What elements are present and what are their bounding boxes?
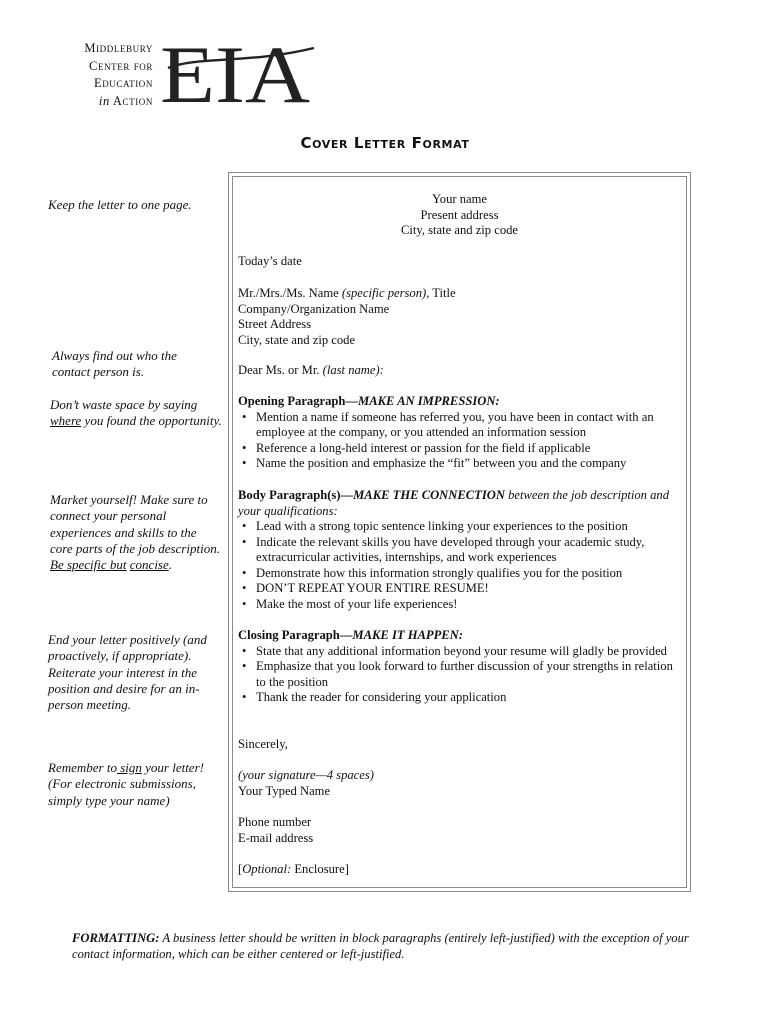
body-bullet-text: Indicate the relevant skills you have developed through your academic study, extracurricular activities, internships, and work experiences: [256, 534, 645, 564]
bullet-icon: •: [242, 581, 247, 595]
closing-sincerely: Sincerely,: [238, 737, 288, 751]
note-contact-person: Always find out who the contact person is.: [52, 348, 177, 380]
recipient-block: [238, 286, 683, 348]
salutation: [238, 363, 683, 379]
body-bullet-text: Lead with a strong topic sentence linking your experiences to the position: [256, 519, 628, 533]
salutation-italic: (last name):: [322, 363, 384, 377]
formatting-label: FORMATTING:: [72, 931, 160, 945]
eia-logo-text: EIA: [160, 34, 310, 110]
enclosure-optional: Optional:: [242, 862, 292, 876]
list-item: [238, 581, 683, 597]
formatting-note: [72, 930, 712, 962]
recipient-specific: (specific person): [341, 286, 427, 300]
list-item: [238, 456, 683, 472]
note-one-page: Keep the letter to one page.: [48, 197, 192, 212]
body-bullet-text: DON’T REPEAT YOUR ENTIRE RESUME!: [256, 581, 489, 595]
eia-logo: [158, 34, 318, 110]
opening-bullet-text: Reference a long-held interest or passion for the field if applicable: [256, 440, 591, 455]
opening-bullet-text: Name the position and emphasize the “fit” between you and the company: [256, 456, 627, 470]
org-line-4-rest: Action: [112, 93, 153, 108]
typed-name: Your Typed Name: [238, 783, 331, 798]
org-line-4-italic: in: [98, 93, 110, 108]
note-sign-text-3: (For electronic submissions, simply type your name): [48, 776, 196, 808]
opening-bullets: [238, 410, 683, 472]
note-sign-text-2: your letter!: [141, 760, 204, 775]
sender-block: [232, 192, 687, 239]
signature-block: [238, 768, 683, 799]
formatting-text: A business letter should be written in block paragraphs (entirely left-justified) with the exception of your contact information, which can be either centered or left-justified.: [72, 931, 689, 961]
list-item: [238, 566, 683, 582]
list-item: [238, 519, 683, 535]
bullet-icon: •: [242, 534, 247, 549]
opening-paragraph: [238, 394, 683, 472]
body-heading-italic: between the job description and your qualifications:: [238, 488, 670, 518]
page-title: Cover Letter Format: [300, 134, 470, 152]
list-item: [238, 597, 683, 613]
opening-heading: [238, 394, 683, 410]
recipient-prefix: Mr./Mrs./Ms. Name: [238, 286, 339, 300]
recipient-city: City, state and zip code: [238, 332, 356, 347]
note-market-underline-2: concise: [129, 557, 169, 573]
bullet-icon: •: [242, 456, 247, 470]
body-heading: [238, 488, 683, 519]
note-sign-underline: sign: [116, 760, 142, 775]
phone-number: Phone number: [238, 815, 312, 829]
bullet-icon: •: [242, 519, 247, 533]
note-market-text: Market yourself! Make sure to connect your personal experiences and skills to the core parts of the job description.: [50, 492, 220, 556]
note-market-end: .: [168, 557, 173, 573]
org-name: [40, 40, 153, 110]
closing-bullets: [238, 644, 683, 706]
note-dont-waste-space: [50, 397, 222, 430]
recipient-name: [238, 286, 683, 302]
opening-heading-italic: MAKE AN IMPRESSION:: [358, 394, 500, 408]
bullet-icon: •: [242, 565, 247, 580]
closing-bullet-text: Emphasize that you look forward to further discussion of your strengths in relation to the position: [256, 659, 673, 689]
closing-heading-italic: MAKE IT HAPPEN:: [352, 628, 463, 642]
letter-date: Today’s date: [238, 254, 302, 268]
bullet-icon: •: [242, 596, 247, 611]
list-item: [238, 441, 683, 457]
body-bullet-text: Demonstrate how this information strongly qualifies you for the position: [256, 565, 623, 580]
contact-block: [238, 815, 683, 846]
note-waste-text-1: Don’t waste space by saying: [50, 397, 198, 412]
list-item: [238, 535, 683, 566]
closing-heading: [238, 628, 683, 644]
body-paragraph: [238, 488, 683, 612]
org-line-3: Education: [93, 76, 153, 90]
body-bullets: [238, 519, 683, 612]
org-line-1: Middlebury: [84, 41, 153, 55]
bullet-icon: •: [242, 690, 247, 704]
body-bullet-text: Make the most of your life experiences!: [256, 596, 458, 611]
note-waste-underline: where: [50, 413, 82, 429]
note-market-yourself: [50, 492, 222, 573]
bullet-icon: •: [242, 643, 247, 658]
org-line-4: [40, 93, 153, 111]
salutation-prefix: Dear Ms. or Mr.: [238, 363, 320, 377]
enclosure-bracket: [: [238, 862, 243, 876]
bullet-icon: •: [242, 440, 247, 455]
bullet-icon: •: [242, 409, 247, 424]
note-end-positively: End your letter positively (and proactively, if appropriate). Reiterate your interest in the position and desire for an in-person meeting.: [48, 632, 207, 713]
recipient-suffix: , Title: [426, 286, 456, 300]
recipient-street: Street Address: [238, 317, 312, 331]
sender-city: City, state and zip code: [400, 223, 519, 237]
list-item: [238, 644, 683, 660]
closing-paragraph: [238, 628, 683, 706]
body-heading-bold-italic: MAKE THE CONNECTION: [353, 488, 505, 502]
bullet-icon: •: [242, 659, 247, 673]
list-item: [238, 690, 683, 706]
enclosure-text: Enclosure]: [291, 862, 349, 876]
closing-bullet-text: Thank the reader for considering your application: [256, 690, 507, 704]
body-heading-bold: Body Paragraph(s)—: [238, 488, 354, 502]
opening-bullet-text: Mention a name if someone has referred you, you have been in contact with an employee at the company, or you attended an information session: [256, 409, 654, 439]
email-address: E-mail address: [238, 830, 314, 845]
note-waste-text-2: you found the opportunity.: [84, 413, 222, 429]
org-line-2: Center for: [89, 58, 153, 73]
closing-bullet-text: State that any additional information beyond your resume will gladly be provided: [256, 643, 667, 658]
note-market-underline-1: Be specific but: [50, 557, 127, 573]
sender-address: Present address: [420, 207, 499, 222]
signature-placeholder: (your signature—4 spaces): [238, 768, 374, 782]
list-item: [238, 410, 683, 441]
recipient-company: Company/Organization Name: [238, 301, 390, 316]
note-remember-sign: [48, 760, 226, 809]
note-sign-text-1: Remember to: [48, 760, 117, 775]
closing-heading-bold: Closing Paragraph—: [238, 628, 353, 642]
opening-heading-bold: Opening Paragraph—: [238, 394, 359, 408]
sender-name: Your name: [431, 192, 488, 206]
list-item: [238, 659, 683, 690]
enclosure: [238, 862, 683, 878]
